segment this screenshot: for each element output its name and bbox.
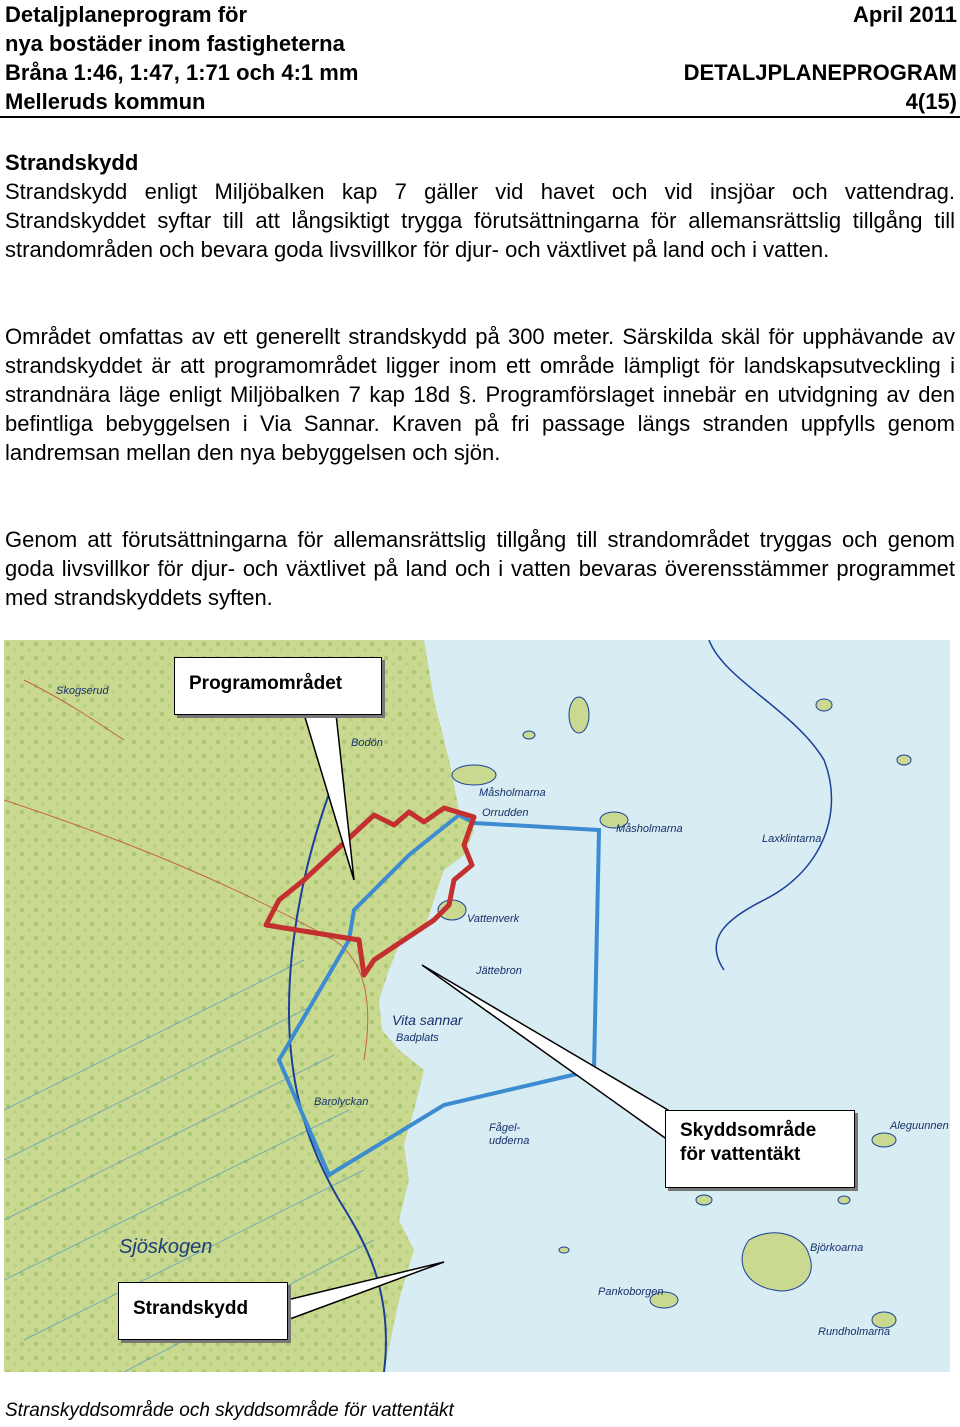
callout-programomradet-label: Programområdet	[189, 673, 343, 694]
place-label-orrudden: Orrudden	[482, 807, 529, 819]
callout-skyddsomrade-line-1: Skyddsområde	[680, 1120, 817, 1141]
place-label-bjorkoarna: Björkoarna	[810, 1242, 864, 1254]
place-label-vita-sannar: Vita sannar	[392, 1012, 463, 1028]
place-label-masholmarna-2: Måsholmarna	[616, 823, 683, 835]
place-label-laxklintarna: Laxklintarna	[762, 833, 822, 845]
place-label-rundholmarna: Rundholmarna	[818, 1326, 891, 1338]
place-label-masholmarna-1: Måsholmarna	[479, 787, 546, 799]
place-label-badplats: Badplats	[396, 1032, 439, 1044]
header-page-number: 4(15)	[905, 89, 957, 114]
place-label-fagelviken: Fågel- udderna	[489, 1122, 530, 1147]
place-label-jattebron: Jättebron	[476, 965, 522, 977]
callout-strandskydd	[118, 1282, 288, 1340]
place-label-barolyckan: Barolyckan	[314, 1096, 369, 1108]
callout-strandskydd-label: Strandskydd	[133, 1298, 249, 1319]
place-label-skogserud: Skogserud	[56, 685, 109, 697]
section-heading: Strandskydd	[5, 150, 139, 175]
map-graphic	[4, 640, 950, 1372]
header-doc-type: DETALJPLANEPROGRAM	[683, 60, 957, 85]
paragraph-2: Området omfattas av ett generellt strandskydd på 300 meter. Särskilda skäl för upphävande av strandskyddet är att programområdet ligger inom ett område lämpligt för landskapsutveckling i strandnära läge enligt Miljöbalken 7 kap 18d §. Programförslaget innebär en utvidgning av den befintliga bebyggelsen i Via Sannar. Kraven på fri passage längs stranden uppfylls genom landremsan mellan den nya bebyggelsen och sjön.	[5, 324, 955, 465]
place-label-aleguunnen: Aleguunnen	[890, 1120, 949, 1132]
place-label-bodon: Bodön	[351, 737, 383, 749]
callout-skyddsomrade-line-2: för vattentäkt	[680, 1144, 801, 1165]
map-figure	[4, 640, 950, 1372]
header-title-line-2: nya bostäder inom fastigheterna	[5, 31, 345, 56]
callout-skyddsomrade	[665, 1110, 855, 1188]
header-divider	[0, 116, 960, 118]
header-title-line-1: Detaljplaneprogram för	[5, 2, 248, 27]
paragraph-3: Genom att förutsättningarna för allemansrättslig tillgång till strandområdet tryggas och genom goda livsvillkor för djur- och växtlivet på land och i vatten bevaras överensstämmer programmet med strandskyddets syften.	[5, 527, 955, 610]
place-label-sjoskogen: Sjöskogen	[119, 1236, 213, 1258]
place-label-vattenverk: Vattenverk	[467, 913, 520, 925]
figure-caption: Stranskyddsområde och skyddsområde för vattentäkt	[5, 1400, 454, 1421]
header-municipality: Melleruds kommun	[5, 89, 206, 114]
header-date: April 2011	[853, 2, 957, 27]
header-title-line-3: Bråna 1:46, 1:47, 1:71 och 4:1 mm	[5, 60, 359, 85]
place-label-pankoborgen: Pankoborgen	[598, 1286, 664, 1298]
page-header	[5, 0, 957, 118]
callout-programomradet	[174, 657, 382, 715]
paragraph-1: Strandskydd enligt Miljöbalken kap 7 gäller vid havet och vid insjöar och vattendrag. Strandskyddet syftar till att långsiktigt trygga förutsättningarna för allemansrättslig tillgång till strandområden och bevara goda livsvillkor för djur- och växtlivet på land och i vatten.	[5, 179, 955, 262]
